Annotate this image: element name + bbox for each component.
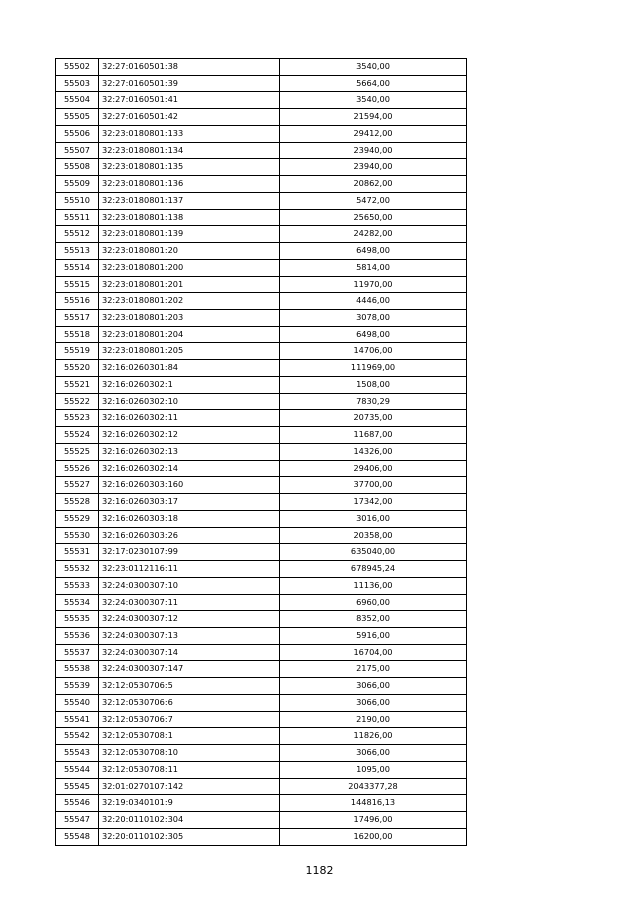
table-row [56,75,467,92]
row-number-cell: 55546 [56,795,99,812]
cadastral-value-cell: 29412,00 [280,125,467,142]
row-number-cell: 55538 [56,661,99,678]
cadastral-value-cell: 11826,00 [280,728,467,745]
table-row [56,745,467,762]
cadastral-value-cell: 11136,00 [280,577,467,594]
cadastral-value-cell: 1508,00 [280,376,467,393]
cadastral-number-cell: 32:16:0260302:10 [99,393,280,410]
cadastral-number-cell: 32:27:0160501:39 [99,75,280,92]
cadastral-value-cell: 2175,00 [280,661,467,678]
cadastral-value-cell: 11970,00 [280,276,467,293]
cadastral-number-cell: 32:20:0110102:304 [99,812,280,829]
cadastral-number-cell: 32:17:0230107:99 [99,544,280,561]
cadastral-number-cell: 32:24:0300307:13 [99,627,280,644]
cadastral-number-cell: 32:12:0530708:10 [99,745,280,762]
row-number-cell: 55539 [56,678,99,695]
cadastral-value-cell: 2043377,28 [280,778,467,795]
row-number-cell: 55517 [56,310,99,327]
cadastral-value-cell: 5472,00 [280,192,467,209]
row-number-cell: 55548 [56,828,99,845]
row-number-cell: 55532 [56,561,99,578]
table-row [56,795,467,812]
cadastral-value-cell: 6498,00 [280,326,467,343]
table-row [56,343,467,360]
table-row [56,561,467,578]
cadastral-value-cell: 3016,00 [280,510,467,527]
row-number-cell: 55524 [56,427,99,444]
row-number-cell: 55527 [56,477,99,494]
cadastral-number-cell: 32:23:0180801:205 [99,343,280,360]
cadastral-number-cell: 32:23:0180801:201 [99,276,280,293]
cadastral-value-cell: 5916,00 [280,627,467,644]
cadastral-number-cell: 32:16:0260302:12 [99,427,280,444]
cadastral-value-cell: 6960,00 [280,594,467,611]
page-number: 1182 [305,864,334,877]
cadastral-number-cell: 32:23:0180801:138 [99,209,280,226]
cadastral-number-cell: 32:16:0260302:11 [99,410,280,427]
table-row [56,694,467,711]
cadastral-number-cell: 32:23:0180801:136 [99,176,280,193]
cadastral-number-cell: 32:23:0180801:200 [99,259,280,276]
cadastral-value-cell: 25650,00 [280,209,467,226]
row-number-cell: 55547 [56,812,99,829]
row-number-cell: 55508 [56,159,99,176]
cadastral-value-cell: 16704,00 [280,644,467,661]
row-number-cell: 55526 [56,460,99,477]
row-number-cell: 55516 [56,293,99,310]
table-row [56,510,467,527]
cadastral-value-cell: 23940,00 [280,159,467,176]
cadastral-number-cell: 32:27:0160501:38 [99,59,280,76]
row-number-cell: 55504 [56,92,99,109]
cadastral-number-cell: 32:23:0180801:202 [99,293,280,310]
row-number-cell: 55535 [56,611,99,628]
cadastral-value-cell: 17342,00 [280,494,467,511]
table-body [56,59,467,846]
row-number-cell: 55503 [56,75,99,92]
table-row [56,109,467,126]
cadastral-number-cell: 32:23:0180801:137 [99,192,280,209]
cadastral-value-cell: 21594,00 [280,109,467,126]
table-row [56,577,467,594]
table-row [56,393,467,410]
table-row [56,209,467,226]
cadastral-number-cell: 32:12:0530706:7 [99,711,280,728]
table-row [56,477,467,494]
table-row [56,443,467,460]
cadastral-number-cell: 32:23:0180801:203 [99,310,280,327]
table-row [56,176,467,193]
cadastral-value-cell: 16200,00 [280,828,467,845]
row-number-cell: 55522 [56,393,99,410]
table-row [56,376,467,393]
row-number-cell: 55541 [56,711,99,728]
table-row [56,326,467,343]
cadastral-number-cell: 32:23:0180801:133 [99,125,280,142]
cadastral-number-cell: 32:27:0160501:42 [99,109,280,126]
cadastral-number-cell: 32:19:0340101:9 [99,795,280,812]
cadastral-value-cell: 3078,00 [280,310,467,327]
row-number-cell: 55530 [56,527,99,544]
cadastral-value-cell: 3066,00 [280,694,467,711]
row-number-cell: 55528 [56,494,99,511]
cadastral-value-cell: 2190,00 [280,711,467,728]
row-number-cell: 55536 [56,627,99,644]
cadastral-number-cell: 32:20:0110102:305 [99,828,280,845]
cadastral-number-cell: 32:24:0300307:11 [99,594,280,611]
table-row [56,410,467,427]
table-row [56,611,467,628]
cadastral-number-cell: 32:12:0530706:6 [99,694,280,711]
table-row [56,644,467,661]
cadastral-number-cell: 32:16:0260303:18 [99,510,280,527]
table-row [56,678,467,695]
cadastral-number-cell: 32:16:0260302:13 [99,443,280,460]
cadastral-number-cell: 32:16:0260303:17 [99,494,280,511]
cadastral-value-cell: 37700,00 [280,477,467,494]
row-number-cell: 55521 [56,376,99,393]
row-number-cell: 55523 [56,410,99,427]
row-number-cell: 55512 [56,226,99,243]
table-row [56,761,467,778]
cadastral-value-table [55,58,467,846]
table-row [56,828,467,845]
cadastral-number-cell: 32:12:0530706:5 [99,678,280,695]
cadastral-number-cell: 32:16:0260303:26 [99,527,280,544]
table-row [56,544,467,561]
table-row [56,125,467,142]
cadastral-value-cell: 14706,00 [280,343,467,360]
row-number-cell: 55511 [56,209,99,226]
row-number-cell: 55545 [56,778,99,795]
cadastral-value-cell: 3066,00 [280,678,467,695]
cadastral-number-cell: 32:12:0530708:11 [99,761,280,778]
cadastral-number-cell: 32:16:0260302:14 [99,460,280,477]
cadastral-value-cell: 20862,00 [280,176,467,193]
cadastral-number-cell: 32:27:0160501:41 [99,92,280,109]
cadastral-number-cell: 32:16:0260301:84 [99,360,280,377]
cadastral-value-cell: 678945,24 [280,561,467,578]
cadastral-number-cell: 32:23:0180801:139 [99,226,280,243]
cadastral-value-cell: 11687,00 [280,427,467,444]
cadastral-number-cell: 32:23:0112116:11 [99,561,280,578]
row-number-cell: 55519 [56,343,99,360]
row-number-cell: 55502 [56,59,99,76]
cadastral-value-cell: 635040,00 [280,544,467,561]
cadastral-value-cell: 14326,00 [280,443,467,460]
cadastral-value-cell: 20735,00 [280,410,467,427]
table-row [56,276,467,293]
row-number-cell: 55518 [56,326,99,343]
row-number-cell: 55510 [56,192,99,209]
cadastral-value-cell: 29406,00 [280,460,467,477]
cadastral-number-cell: 32:12:0530708:1 [99,728,280,745]
row-number-cell: 55525 [56,443,99,460]
row-number-cell: 55507 [56,142,99,159]
table-row [56,59,467,76]
cadastral-value-cell: 3066,00 [280,745,467,762]
cadastral-number-cell: 32:24:0300307:12 [99,611,280,628]
table-row [56,427,467,444]
table-row [56,812,467,829]
cadastral-value-cell: 23940,00 [280,142,467,159]
cadastral-value-cell: 4446,00 [280,293,467,310]
table-row [56,594,467,611]
row-number-cell: 55513 [56,243,99,260]
table-row [56,527,467,544]
cadastral-value-cell: 17496,00 [280,812,467,829]
table-row [56,711,467,728]
table-row [56,259,467,276]
row-number-cell: 55529 [56,510,99,527]
cadastral-number-cell: 32:16:0260303:160 [99,477,280,494]
row-number-cell: 55544 [56,761,99,778]
row-number-cell: 55531 [56,544,99,561]
cadastral-number-cell: 32:23:0180801:20 [99,243,280,260]
table-row [56,192,467,209]
cadastral-value-cell: 7830,29 [280,393,467,410]
cadastral-value-cell: 111969,00 [280,360,467,377]
row-number-cell: 55505 [56,109,99,126]
cadastral-value-cell: 5814,00 [280,259,467,276]
row-number-cell: 55533 [56,577,99,594]
cadastral-value-cell: 6498,00 [280,243,467,260]
row-number-cell: 55520 [56,360,99,377]
row-number-cell: 55515 [56,276,99,293]
table-row [56,360,467,377]
cadastral-number-cell: 32:16:0260302:1 [99,376,280,393]
table-row [56,159,467,176]
cadastral-value-cell: 3540,00 [280,92,467,109]
table-row [56,494,467,511]
cadastral-number-cell: 32:24:0300307:14 [99,644,280,661]
cadastral-number-cell: 32:23:0180801:134 [99,142,280,159]
table-row [56,226,467,243]
cadastral-number-cell: 32:23:0180801:204 [99,326,280,343]
cadastral-value-cell: 144816,13 [280,795,467,812]
row-number-cell: 55537 [56,644,99,661]
cadastral-value-cell: 5664,00 [280,75,467,92]
table-row [56,310,467,327]
row-number-cell: 55514 [56,259,99,276]
cadastral-value-cell: 1095,00 [280,761,467,778]
cadastral-number-cell: 32:24:0300307:147 [99,661,280,678]
row-number-cell: 55540 [56,694,99,711]
row-number-cell: 55506 [56,125,99,142]
cadastral-number-cell: 32:01:0270107:142 [99,778,280,795]
cadastral-value-cell: 8352,00 [280,611,467,628]
cadastral-number-cell: 32:23:0180801:135 [99,159,280,176]
row-number-cell: 55534 [56,594,99,611]
table-row [56,728,467,745]
table-row [56,460,467,477]
table-row [56,627,467,644]
table-row [56,243,467,260]
table-row [56,92,467,109]
cadastral-value-cell: 3540,00 [280,59,467,76]
table-row [56,661,467,678]
cadastral-value-cell: 20358,00 [280,527,467,544]
row-number-cell: 55543 [56,745,99,762]
row-number-cell: 55509 [56,176,99,193]
row-number-cell: 55542 [56,728,99,745]
cadastral-value-cell: 24282,00 [280,226,467,243]
table-row [56,293,467,310]
table-row [56,142,467,159]
cadastral-number-cell: 32:24:0300307:10 [99,577,280,594]
table-row [56,778,467,795]
